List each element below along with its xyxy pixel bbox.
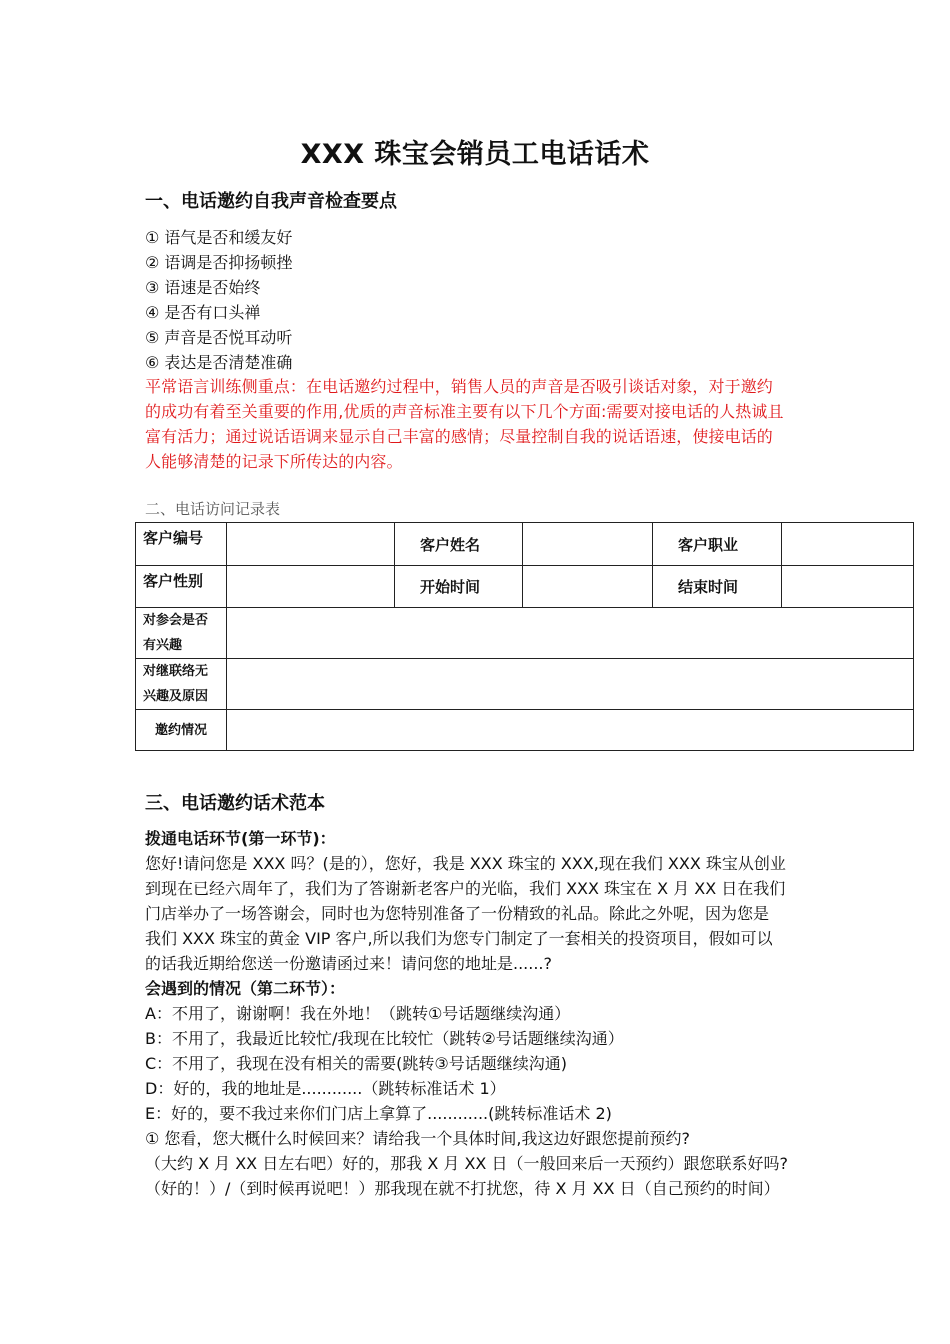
script-line: 我们 XXX 珠宝的黄金 VIP 客户,所以我们为您专门制定了一套相关的投资项目，假如可以	[145, 929, 773, 948]
value-customer-name[interactable]	[523, 523, 653, 566]
section-1-heading: 一、电话邀约自我声音检查要点	[145, 191, 397, 212]
training-note-line: 人能够清楚的记录下所传达的内容。	[145, 452, 403, 471]
script-line: ① 您看，您大概什么时候回来？请给我一个具体时间,我这边好跟您提前预约?	[145, 1129, 691, 1148]
section-3-heading: 三、电话邀约话术范本	[145, 793, 325, 814]
value-interest[interactable]	[227, 608, 914, 659]
step-2-title: 会遇到的情况（第二环节）：	[145, 979, 346, 998]
checklist-item: ⑥ 表达是否清楚准确	[145, 353, 293, 372]
checklist-item: ② 语调是否抑扬顿挫	[145, 253, 293, 272]
label-customer-gender: 客户性别	[136, 566, 227, 608]
table-row	[136, 710, 914, 751]
voice-checklist	[145, 225, 825, 375]
script-body	[145, 826, 815, 1201]
label-customer-id: 客户编号	[136, 523, 227, 566]
value-customer-id[interactable]	[227, 523, 395, 566]
table-row	[136, 608, 914, 659]
step-1-title: 拨通电话环节(第一环节)：	[145, 829, 336, 848]
value-customer-gender[interactable]	[227, 566, 395, 608]
checklist-item: ⑤ 声音是否悦耳动听	[145, 328, 293, 347]
table-row	[136, 523, 914, 566]
checklist-item: ④ 是否有口头禅	[145, 303, 261, 322]
label-invitation: 邀约情况	[136, 710, 227, 751]
training-note-line: 的成功有着至关重要的作用,优质的声音标准主要有以下几个方面:需要对接电话的人热诚且	[145, 402, 784, 421]
script-line: B：不用了，我最近比较忙/我现在比较忙（跳转②号话题继续沟通）	[145, 1029, 624, 1048]
script-line: 门店举办了一场答谢会，同时也为您特别准备了一份精致的礼品。除此之外呢，因为您是	[145, 904, 770, 923]
label-customer-name: 客户姓名	[395, 523, 523, 566]
value-no-interest[interactable]	[227, 659, 914, 710]
table-row	[136, 566, 914, 608]
checklist-item: ③ 语速是否始终	[145, 278, 261, 297]
training-note	[145, 374, 820, 474]
section-2-caption: 二、电话访问记录表	[145, 500, 281, 518]
script-line: A：不用了，谢谢啊！我在外地！（跳转①号话题继续沟通）	[145, 1004, 571, 1023]
label-end-time: 结束时间	[653, 566, 782, 608]
checklist-item: ① 语气是否和缓友好	[145, 228, 293, 247]
table-row	[136, 659, 914, 710]
script-line: E：好的，要不我过来你们门店上拿算了............(跳转标准话术 2)	[145, 1104, 612, 1123]
value-customer-job[interactable]	[782, 523, 914, 566]
label-interest: 对参会是否有兴趣	[136, 608, 227, 659]
value-start-time[interactable]	[523, 566, 653, 608]
script-line: D：好的，我的地址是............（跳转标准话术 1）	[145, 1079, 506, 1098]
script-line: 您好!请问您是 XXX 吗？(是的），您好，我是 XXX 珠宝的 XXX,现在我们 XXX 珠宝从创业	[145, 854, 786, 873]
label-start-time: 开始时间	[395, 566, 523, 608]
script-line: （大约 X 月 XX 日左右吧）好的，那我 X 月 XX 日（一般回来后一天预约）跟您联系好吗?	[145, 1154, 788, 1173]
call-record-table	[135, 522, 914, 751]
label-customer-job: 客户职业	[653, 523, 782, 566]
training-note-line: 富有活力；通过说话语调来显示自己丰富的感情；尽量控制自我的说话语速，使接电话的	[145, 427, 773, 446]
script-line: 到现在已经六周年了，我们为了答谢新老客户的光临，我们 XXX 珠宝在 X 月 XX 日在我们	[145, 879, 786, 898]
value-end-time[interactable]	[782, 566, 914, 608]
document-title: XXX 珠宝会销员工电话话术	[300, 139, 650, 170]
script-line: C：不用了，我现在没有相关的需要(跳转③号话题继续沟通)	[145, 1054, 568, 1073]
value-invitation[interactable]	[227, 710, 914, 751]
training-note-line: 平常语言训练侧重点：在电话邀约过程中，销售人员的声音是否吸引谈话对象，对于邀约	[145, 377, 773, 396]
script-line: 的话我近期给您送一份邀请函过来！请问您的地址是......?	[145, 954, 553, 973]
script-line: （好的！）/（到时候再说吧！）那我现在就不打扰您，待 X 月 XX 日（自己预约的时间）	[145, 1179, 780, 1198]
label-no-interest: 对继联络无兴趣及原因	[136, 659, 227, 710]
